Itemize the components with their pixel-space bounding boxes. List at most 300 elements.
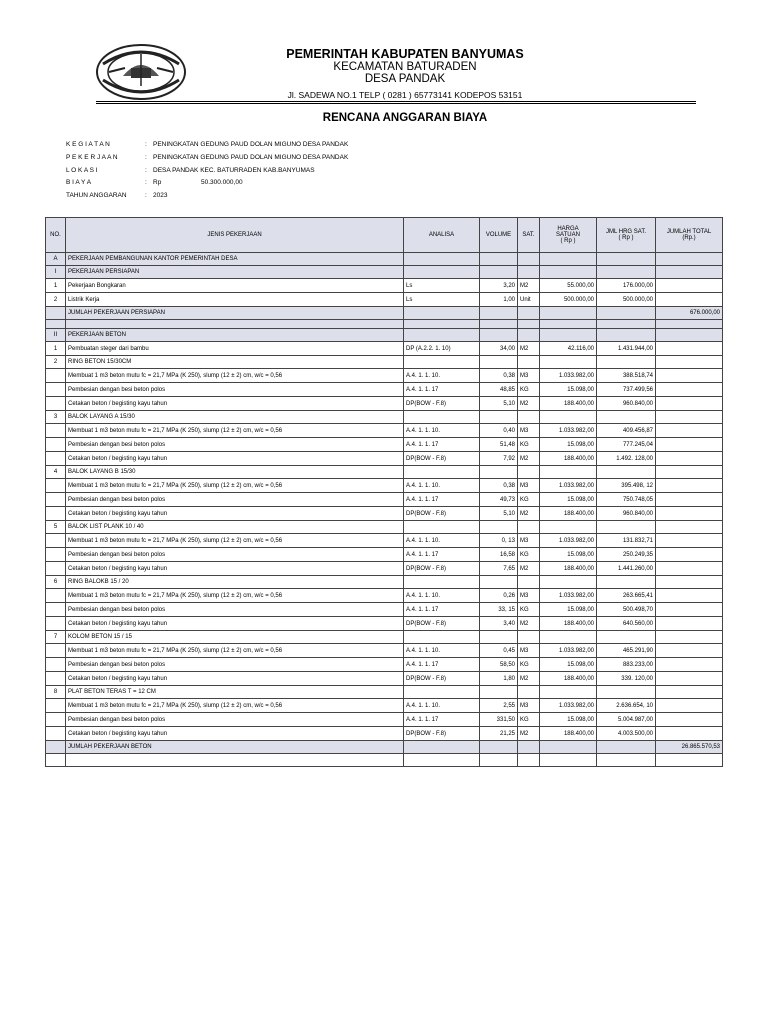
cell-harga: 188.400,00	[540, 562, 597, 576]
cell-sat: KG	[518, 548, 540, 562]
cell-volume	[480, 741, 518, 754]
cell-no	[46, 320, 66, 329]
cell-analisa: A.4. 1. 1. 17	[404, 658, 480, 672]
cell-harga	[540, 631, 597, 644]
cell-sat	[518, 686, 540, 699]
cell-sat	[518, 741, 540, 754]
cell-total	[656, 617, 723, 631]
cell-no: A	[46, 253, 66, 266]
info-value: 2023	[153, 192, 168, 199]
cell-jenis: PLAT BETON TERAS T = 12 CM	[66, 686, 404, 699]
cell-analisa	[404, 521, 480, 534]
cell-jenis: Membuat 1 m3 beton mutu fc = 21,7 MPa (K 250), slump (12 ± 2) cm, w/c = 0,56	[66, 479, 404, 493]
cell-volume: 21,25	[480, 727, 518, 741]
cell-harga	[540, 266, 597, 279]
cell-volume: 48,85	[480, 383, 518, 397]
cell-analisa	[404, 576, 480, 589]
cell-sat	[518, 307, 540, 320]
cell-total	[656, 631, 723, 644]
cell-volume	[480, 356, 518, 369]
table-row-item	[46, 548, 723, 562]
cell-harga: 15.098,00	[540, 603, 597, 617]
cell-jenis: Cetakan beton / begisting kayu tahun	[66, 617, 404, 631]
cell-no: 1	[46, 279, 66, 293]
col-header-total: JUMLAH TOTAL (Rp.)	[656, 218, 723, 253]
info-colon: :	[145, 154, 147, 161]
info-colon: :	[145, 167, 147, 174]
cell-total	[656, 293, 723, 307]
table-row-item	[46, 562, 723, 576]
cell-volume: 51,48	[480, 438, 518, 452]
cell-analisa: DP(BOW - F.8)	[404, 397, 480, 411]
cell-jml	[597, 466, 656, 479]
cell-jenis: JUMLAH PEKERJAAN BETON	[66, 741, 404, 754]
cell-total	[656, 266, 723, 279]
cell-harga	[540, 320, 597, 329]
table-row-item	[46, 383, 723, 397]
cell-sat: KG	[518, 658, 540, 672]
cell-volume: 3,20	[480, 279, 518, 293]
cell-jml: 500.000,00	[597, 293, 656, 307]
table-row-sec	[46, 266, 723, 279]
cell-jenis: BALOK LAYANG A 15/30	[66, 411, 404, 424]
cell-no	[46, 493, 66, 507]
cell-volume	[480, 411, 518, 424]
header-district: KECAMATAN BATURADEN	[333, 61, 477, 73]
info-key: K E G I A T A N	[66, 141, 110, 148]
info-key: L O K A S I	[66, 167, 98, 174]
cell-total	[656, 534, 723, 548]
cell-harga: 188.400,00	[540, 397, 597, 411]
cell-no	[46, 548, 66, 562]
cell-total	[656, 253, 723, 266]
cell-volume	[480, 320, 518, 329]
cell-jenis: RING BETON 15/30CM	[66, 356, 404, 369]
document-title: RENCANA ANGGARAN BIAYA	[322, 112, 488, 124]
cell-no: 3	[46, 411, 66, 424]
cell-total	[656, 411, 723, 424]
cell-jenis: Cetakan beton / begisting kayu tahun	[66, 452, 404, 466]
cell-total	[656, 699, 723, 713]
cell-no	[46, 589, 66, 603]
cell-no	[46, 507, 66, 521]
cell-harga: 1.033.982,00	[540, 699, 597, 713]
cell-no	[46, 479, 66, 493]
cell-no: 5	[46, 521, 66, 534]
cell-jenis: Membuat 1 m3 beton mutu fc = 21,7 MPa (K 250), slump (12 ± 2) cm, w/c = 0,56	[66, 589, 404, 603]
cell-jenis: Pembesian dengan besi beton polos	[66, 493, 404, 507]
cell-total	[656, 672, 723, 686]
cell-harga: 1.033.982,00	[540, 589, 597, 603]
table-row-head	[46, 411, 723, 424]
cell-volume	[480, 576, 518, 589]
cell-jenis: Cetakan beton / begisting kayu tahun	[66, 672, 404, 686]
cell-total	[656, 329, 723, 342]
cell-volume: 1,00	[480, 293, 518, 307]
cell-analisa	[404, 307, 480, 320]
cell-sat: M3	[518, 589, 540, 603]
table-row-item	[46, 644, 723, 658]
table-row-item	[46, 589, 723, 603]
header-address: Jl. SADEWA NO.1 TELP ( 0281 ) 65773141 KODEPOS 53151	[287, 90, 523, 100]
cell-no	[46, 383, 66, 397]
col-header-sat: SAT.	[518, 218, 540, 253]
table-row-item	[46, 658, 723, 672]
cell-no	[46, 713, 66, 727]
info-value: DESA PANDAK KEC. BATURRADEN KAB.BANYUMAS	[153, 167, 315, 174]
cell-jenis: Membuat 1 m3 beton mutu fc = 21,7 MPa (K 250), slump (12 ± 2) cm, w/c = 0,56	[66, 424, 404, 438]
budget-table	[45, 217, 723, 767]
table-row-item	[46, 534, 723, 548]
cell-volume: 0,45	[480, 644, 518, 658]
cell-harga: 188.400,00	[540, 727, 597, 741]
table-row-item	[46, 603, 723, 617]
cell-jenis: Membuat 1 m3 beton mutu fc = 21,7 MPa (K 250), slump (12 ± 2) cm, w/c = 0,56	[66, 699, 404, 713]
cell-total: 26.865.570,53	[656, 741, 723, 754]
table-row-item	[46, 507, 723, 521]
cell-jml: 1.431.944,00	[597, 342, 656, 356]
cell-analisa	[404, 253, 480, 266]
cell-jml: 960.840,00	[597, 397, 656, 411]
table-row-head	[46, 576, 723, 589]
cell-jml: 176.000,00	[597, 279, 656, 293]
cell-volume: 7,92	[480, 452, 518, 466]
cell-harga: 15.098,00	[540, 658, 597, 672]
cell-no	[46, 741, 66, 754]
col-header-volume: VOLUME	[480, 218, 518, 253]
cell-jenis: PEKERJAAN PEMBANGUNAN KANTOR PEMERINTAH DESA	[66, 253, 404, 266]
cell-jml	[597, 741, 656, 754]
cell-sat: M3	[518, 424, 540, 438]
cell-total	[656, 438, 723, 452]
cell-total	[656, 576, 723, 589]
cell-harga	[540, 686, 597, 699]
cell-no	[46, 307, 66, 320]
cell-sat: M3	[518, 534, 540, 548]
cell-analisa	[404, 686, 480, 699]
cell-jml: 131.832,71	[597, 534, 656, 548]
header-rule	[96, 101, 696, 102]
cell-jml	[597, 411, 656, 424]
cell-sat: M2	[518, 279, 540, 293]
info-key: TAHUN ANGGARAN	[66, 192, 127, 199]
cell-no	[46, 452, 66, 466]
cell-no	[46, 424, 66, 438]
cell-jml	[597, 631, 656, 644]
cell-harga: 188.400,00	[540, 617, 597, 631]
cell-jml: 737.499,56	[597, 383, 656, 397]
cell-no	[46, 754, 66, 767]
cell-jml: 960.840,00	[597, 507, 656, 521]
cell-total	[656, 548, 723, 562]
header-village: DESA PANDAK	[364, 73, 446, 85]
cell-volume: 0,26	[480, 589, 518, 603]
cell-harga: 188.400,00	[540, 507, 597, 521]
cell-no: 4	[46, 466, 66, 479]
cell-total	[656, 686, 723, 699]
cell-volume	[480, 754, 518, 767]
cell-jenis: PEKERJAAN BETON	[66, 329, 404, 342]
cell-jml: 409.456,87	[597, 424, 656, 438]
cell-analisa	[404, 356, 480, 369]
cell-total	[656, 424, 723, 438]
cell-volume: 34,00	[480, 342, 518, 356]
cell-volume: 33, 15	[480, 603, 518, 617]
cell-volume: 0,38	[480, 369, 518, 383]
cell-jenis: Cetakan beton / begisting kayu tahun	[66, 727, 404, 741]
table-row-item	[46, 342, 723, 356]
cell-harga: 1.033.982,00	[540, 424, 597, 438]
cell-total	[656, 320, 723, 329]
cell-analisa: Ls	[404, 279, 480, 293]
cell-total	[656, 493, 723, 507]
table-row-item	[46, 672, 723, 686]
cell-harga	[540, 329, 597, 342]
cell-no	[46, 727, 66, 741]
cell-analisa: A.4. 1. 1. 17	[404, 548, 480, 562]
cell-sat: KG	[518, 713, 540, 727]
info-value: PENINGKATAN GEDUNG PAUD DOLAN MIGUNO DESA PANDAK	[153, 141, 349, 148]
cell-harga: 188.400,00	[540, 452, 597, 466]
col-header-jml: JML HRG SAT. ( Rp )	[597, 218, 656, 253]
cell-jml	[597, 266, 656, 279]
cell-total	[656, 589, 723, 603]
cell-sat: M3	[518, 479, 540, 493]
cell-sat: M3	[518, 699, 540, 713]
cell-no	[46, 438, 66, 452]
cell-volume	[480, 307, 518, 320]
cell-sat: M2	[518, 507, 540, 521]
table-row-item	[46, 727, 723, 741]
cell-no: II	[46, 329, 66, 342]
col-header-harga: HARGA SATUAN ( Rp )	[540, 218, 597, 253]
cell-analisa: A.4. 1. 1. 10.	[404, 589, 480, 603]
cell-jenis: Pekerjaan Bongkaran	[66, 279, 404, 293]
cell-harga: 15.098,00	[540, 383, 597, 397]
cell-jml: 640.560,00	[597, 617, 656, 631]
cell-jenis: RING BALOKB 15 / 20	[66, 576, 404, 589]
cell-harga: 1.033.982,00	[540, 534, 597, 548]
cell-analisa: A.4. 1. 1. 17	[404, 438, 480, 452]
cell-no: I	[46, 266, 66, 279]
cell-sat: KG	[518, 383, 540, 397]
cell-no	[46, 369, 66, 383]
cell-jenis: PEKERJAAN PERSIAPAN	[66, 266, 404, 279]
cell-jenis: Membuat 1 m3 beton mutu fc = 21,7 MPa (K 250), slump (12 ± 2) cm, w/c = 0,56	[66, 369, 404, 383]
cell-no: 8	[46, 686, 66, 699]
cell-harga: 1.033.982,00	[540, 644, 597, 658]
cell-total	[656, 383, 723, 397]
cell-jenis	[66, 754, 404, 767]
table-row-head	[46, 466, 723, 479]
table-row-item	[46, 617, 723, 631]
cell-total	[656, 727, 723, 741]
cell-jml: 1.441.260,00	[597, 562, 656, 576]
cell-sat	[518, 266, 540, 279]
cell-volume: 3,40	[480, 617, 518, 631]
cell-analisa	[404, 754, 480, 767]
cell-volume: 5,10	[480, 397, 518, 411]
cell-analisa: DP(BOW - F.8)	[404, 507, 480, 521]
info-value: PENINGKATAN GEDUNG PAUD DOLAN MIGUNO DESA PANDAK	[153, 154, 349, 161]
table-row-item	[46, 493, 723, 507]
cell-volume: 5,10	[480, 507, 518, 521]
cell-sat	[518, 576, 540, 589]
table-row-item	[46, 479, 723, 493]
cell-no	[46, 672, 66, 686]
cell-harga	[540, 307, 597, 320]
cell-sat: M2	[518, 452, 540, 466]
cell-harga	[540, 411, 597, 424]
cell-volume: 2,55	[480, 699, 518, 713]
cell-jenis: Pembesian dengan besi beton polos	[66, 713, 404, 727]
cell-sat: KG	[518, 493, 540, 507]
cell-sat: M2	[518, 562, 540, 576]
cell-volume: 0,40	[480, 424, 518, 438]
table-row-item	[46, 713, 723, 727]
cell-total: 676.000,00	[656, 307, 723, 320]
cell-sat	[518, 466, 540, 479]
col-header-jenis: JENIS PEKERJAAN	[66, 218, 404, 253]
cell-analisa: DP (A.2.2. 1. 10)	[404, 342, 480, 356]
cell-no	[46, 534, 66, 548]
table-row-tot	[46, 741, 723, 754]
cell-harga	[540, 576, 597, 589]
cell-harga: 15.098,00	[540, 438, 597, 452]
table-row-empty	[46, 754, 723, 767]
table-row-item	[46, 279, 723, 293]
cell-no: 2	[46, 293, 66, 307]
table-row-head	[46, 686, 723, 699]
table-row-item	[46, 452, 723, 466]
cell-harga: 1.033.982,00	[540, 479, 597, 493]
cell-jml	[597, 356, 656, 369]
cell-total	[656, 479, 723, 493]
cell-no: 6	[46, 576, 66, 589]
cell-sat: M2	[518, 397, 540, 411]
col-header-analisa: ANALISA	[404, 218, 480, 253]
cell-analisa	[404, 320, 480, 329]
cell-volume	[480, 329, 518, 342]
cell-jml	[597, 329, 656, 342]
cell-volume: 1,80	[480, 672, 518, 686]
cell-sat	[518, 411, 540, 424]
cell-analisa: DP(BOW - F.8)	[404, 727, 480, 741]
cell-volume: 0,38	[480, 479, 518, 493]
cell-jml: 263.665,41	[597, 589, 656, 603]
table-row-item	[46, 438, 723, 452]
cell-jml	[597, 320, 656, 329]
cell-analisa: DP(BOW - F.8)	[404, 617, 480, 631]
cell-analisa	[404, 411, 480, 424]
cell-volume: 16,58	[480, 548, 518, 562]
col-header-no: NO.	[46, 218, 66, 253]
cell-volume: 0, 13	[480, 534, 518, 548]
cell-total	[656, 452, 723, 466]
cell-jml: 883.233,00	[597, 658, 656, 672]
cell-volume	[480, 631, 518, 644]
cell-sat	[518, 521, 540, 534]
cell-volume	[480, 266, 518, 279]
table-row-item	[46, 369, 723, 383]
cell-harga	[540, 754, 597, 767]
cell-analisa	[404, 741, 480, 754]
table-row-head	[46, 356, 723, 369]
cell-sat	[518, 329, 540, 342]
cell-analisa: A.4. 1. 1. 17	[404, 713, 480, 727]
cell-sat: M2	[518, 617, 540, 631]
cell-total	[656, 754, 723, 767]
cell-jml	[597, 576, 656, 589]
cell-no	[46, 617, 66, 631]
cell-jml	[597, 754, 656, 767]
info-colon: :	[145, 141, 147, 148]
cell-sat: M2	[518, 342, 540, 356]
cell-jenis: Cetakan beton / begisting kayu tahun	[66, 562, 404, 576]
cell-analisa: A.4. 1. 1. 17	[404, 493, 480, 507]
cell-jenis: Membuat 1 m3 beton mutu fc = 21,7 MPa (K 250), slump (12 ± 2) cm, w/c = 0,56	[66, 534, 404, 548]
cell-jml: 465.291,90	[597, 644, 656, 658]
cell-analisa: A.4. 1. 1. 10.	[404, 424, 480, 438]
cell-no	[46, 699, 66, 713]
info-key: P E K E R J A A N	[66, 154, 118, 161]
cell-total	[656, 644, 723, 658]
cell-sat	[518, 253, 540, 266]
info-key: B I A Y A	[66, 179, 92, 186]
cell-harga	[540, 521, 597, 534]
cell-jml: 500.498,70	[597, 603, 656, 617]
cell-analisa: DP(BOW - F.8)	[404, 562, 480, 576]
cell-harga: 15.098,00	[540, 548, 597, 562]
cell-jml: 750.748,05	[597, 493, 656, 507]
cell-volume: 58,50	[480, 658, 518, 672]
cell-jenis: JUMLAH PEKERJAAN PERSIAPAN	[66, 307, 404, 320]
cell-total	[656, 356, 723, 369]
info-value: 50.300.000,00	[201, 179, 243, 186]
cell-harga: 1.033.982,00	[540, 369, 597, 383]
cell-analisa	[404, 631, 480, 644]
cell-jml: 388.518,74	[597, 369, 656, 383]
cell-total	[656, 521, 723, 534]
cell-sat	[518, 754, 540, 767]
cell-no	[46, 397, 66, 411]
cell-analisa: A.4. 1. 1. 10.	[404, 479, 480, 493]
table-row-head	[46, 631, 723, 644]
table-row-sec	[46, 253, 723, 266]
cell-analisa	[404, 266, 480, 279]
table-row-head	[46, 521, 723, 534]
cell-analisa	[404, 466, 480, 479]
cell-harga	[540, 253, 597, 266]
cell-analisa: Ls	[404, 293, 480, 307]
cell-volume: 49,73	[480, 493, 518, 507]
cell-jenis: Pembuatan steger dari bambu	[66, 342, 404, 356]
table-row-item	[46, 699, 723, 713]
table-row-item	[46, 424, 723, 438]
cell-jml	[597, 521, 656, 534]
cell-analisa: A.4. 1. 1. 10.	[404, 699, 480, 713]
cell-sat: M3	[518, 369, 540, 383]
cell-sat: Unit	[518, 293, 540, 307]
cell-jenis	[66, 320, 404, 329]
cell-jml: 777.245,04	[597, 438, 656, 452]
cell-volume	[480, 253, 518, 266]
cell-volume	[480, 686, 518, 699]
cell-sat: M3	[518, 644, 540, 658]
cell-total	[656, 603, 723, 617]
regency-emblem-logo	[95, 42, 187, 102]
cell-jenis: Membuat 1 m3 beton mutu fc = 21,7 MPa (K 250), slump (12 ± 2) cm, w/c = 0,56	[66, 644, 404, 658]
